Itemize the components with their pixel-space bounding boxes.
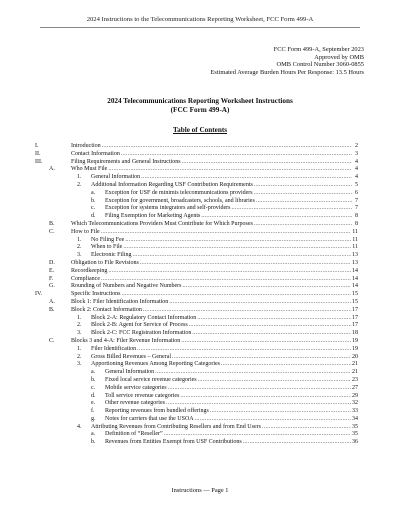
toc-entry-page: 8 bbox=[355, 213, 358, 220]
toc-entry[interactable] bbox=[35, 182, 358, 190]
toc-entry[interactable] bbox=[35, 260, 358, 268]
toc-entry-title: Filing Requirements and General Instructions bbox=[71, 158, 181, 165]
toc-entry[interactable] bbox=[35, 315, 358, 323]
toc-entry-page: 2 bbox=[355, 143, 358, 149]
toc-entry-title: Rounding of Numbers and Negative Numbers bbox=[71, 283, 182, 290]
toc-entry[interactable] bbox=[35, 291, 358, 299]
toc-entry-number: f. bbox=[91, 408, 95, 415]
toc-entry-page: 35 bbox=[352, 431, 358, 438]
toc-entry-number: c. bbox=[91, 384, 96, 391]
toc-dot-leader bbox=[254, 190, 352, 198]
toc-heading: Table of Contents bbox=[172, 126, 228, 134]
toc-dot-leader bbox=[125, 237, 351, 245]
toc-dot-leader bbox=[189, 322, 351, 330]
toc-dot-leader bbox=[182, 283, 351, 291]
toc-entry[interactable] bbox=[35, 252, 358, 260]
toc-entry[interactable] bbox=[35, 408, 358, 416]
toc-entry-title: General Information bbox=[91, 174, 141, 181]
toc-entry-number: C. bbox=[49, 337, 55, 344]
toc-entry[interactable] bbox=[35, 393, 358, 401]
omb-approval: Approved by OMB bbox=[314, 53, 364, 61]
toc-entry-page: 7 bbox=[355, 205, 358, 212]
toc-entry-title: Filing Exemption for Marketing Agents bbox=[105, 213, 201, 220]
toc-dot-leader bbox=[140, 260, 351, 268]
toc-entry-page: 18 bbox=[352, 330, 358, 337]
toc-dot-leader bbox=[123, 244, 351, 252]
toc-entry[interactable] bbox=[35, 268, 358, 276]
page-footer: Instructions — Page 1 bbox=[171, 487, 229, 494]
toc-dot-leader bbox=[122, 291, 352, 299]
toc-entry[interactable] bbox=[35, 143, 358, 151]
toc-entry-page: 21 bbox=[352, 361, 358, 368]
toc-entry-page: 33 bbox=[352, 408, 358, 415]
toc-entry-page: 8 bbox=[355, 220, 358, 227]
toc-entry-number: 2. bbox=[77, 353, 82, 360]
toc-dot-leader bbox=[108, 268, 351, 276]
toc-entry-number: D. bbox=[49, 259, 55, 266]
toc-entry-page: 3 bbox=[355, 150, 358, 157]
toc-entry[interactable] bbox=[35, 338, 358, 346]
toc-entry-title: Filer Identification bbox=[91, 345, 137, 352]
toc-entry[interactable] bbox=[35, 322, 358, 330]
toc-entry-title: Toll service revenue categories bbox=[105, 392, 180, 399]
toc-dot-leader bbox=[169, 299, 351, 307]
toc-entry-number: g. bbox=[91, 415, 96, 422]
toc-entry-page: 6 bbox=[355, 189, 358, 196]
toc-entry-number: C. bbox=[49, 228, 55, 235]
toc-dot-leader bbox=[172, 354, 351, 362]
toc-dot-leader bbox=[102, 143, 352, 151]
omb-control-number: OMB Control Number 3060-0855 bbox=[276, 61, 364, 69]
toc-entry-title: Mobile service categories bbox=[105, 384, 167, 391]
toc-dot-leader bbox=[166, 400, 351, 408]
toc-entry-page: 35 bbox=[352, 423, 358, 430]
toc-entry-page: 36 bbox=[352, 439, 358, 446]
toc-entry-title: Block 2-A: Regulatory Contact Information bbox=[91, 314, 197, 321]
toc-entry-number: 3. bbox=[77, 361, 82, 368]
toc-entry[interactable] bbox=[35, 354, 358, 362]
toc-entry-title: Exception for systems integrators and self-providers bbox=[105, 205, 231, 212]
title-line-2: (FCC Form 499-A) bbox=[170, 105, 230, 114]
toc-entry-title: Block 2-C: FCC Registration Information bbox=[91, 330, 192, 337]
toc-entry[interactable] bbox=[35, 307, 358, 315]
toc-entry-page: 34 bbox=[352, 415, 358, 422]
toc-entry[interactable] bbox=[35, 159, 358, 167]
toc-entry-title: Definition of “Reseller” bbox=[105, 431, 163, 438]
toc-entry[interactable] bbox=[35, 330, 358, 338]
toc-dot-leader bbox=[168, 385, 351, 393]
toc-entry-page: 13 bbox=[352, 259, 358, 266]
toc-entry-number: 2. bbox=[77, 181, 82, 188]
toc-entry-title: Attributing Revenues from Contributing Resellers and from End Users bbox=[91, 423, 261, 430]
toc-entry-page: 27 bbox=[352, 384, 358, 391]
toc-entry-page: 17 bbox=[352, 322, 358, 329]
toc-entry-title: Obligation to File Revisions bbox=[71, 259, 139, 266]
toc-entry-title: Electronic Filing bbox=[91, 252, 132, 259]
toc-entry-number: b. bbox=[91, 439, 96, 446]
toc-entry[interactable] bbox=[35, 213, 358, 221]
toc-entry-page: 11 bbox=[352, 228, 358, 235]
toc-entry-title: Introduction bbox=[71, 143, 101, 149]
toc-entry-number: G. bbox=[49, 283, 55, 290]
toc-entry-page: 17 bbox=[352, 314, 358, 321]
toc-entry-number: 1. bbox=[77, 236, 82, 243]
toc-entry-page: 29 bbox=[352, 392, 358, 399]
toc-entry-page: 32 bbox=[352, 400, 358, 407]
toc-entry-title: Exception for government, broadcasters, schools, and libraries bbox=[105, 197, 255, 204]
toc-entry-page: 21 bbox=[352, 369, 358, 376]
toc-entry-title: Which Telecommunications Providers Must Contribute for Which Purposes bbox=[71, 220, 253, 227]
toc-entry-number: d. bbox=[91, 392, 96, 399]
toc-dot-leader bbox=[256, 198, 352, 206]
toc-dot-leader bbox=[155, 369, 351, 377]
toc-dot-leader bbox=[254, 182, 352, 190]
toc-entry-title: Fixed local service revenue categories bbox=[105, 376, 197, 383]
toc-entry-page: 17 bbox=[352, 306, 358, 313]
toc-entry[interactable] bbox=[35, 205, 358, 213]
toc-entry-page: 15 bbox=[352, 291, 358, 298]
toc-entry-number: B. bbox=[49, 220, 55, 227]
toc-dot-leader bbox=[210, 408, 351, 416]
toc-entry[interactable] bbox=[35, 424, 358, 432]
toc-dot-leader bbox=[201, 213, 352, 221]
toc-entry[interactable] bbox=[35, 244, 358, 252]
toc-entry-number: III. bbox=[35, 158, 43, 165]
table-of-contents bbox=[35, 143, 358, 447]
toc-entry-title: Other revenue categories bbox=[105, 400, 165, 407]
toc-entry-title: Revenues from Entities Exempt from USF Contributions bbox=[105, 439, 242, 446]
toc-entry[interactable] bbox=[35, 361, 358, 369]
toc-entry-title: How to File bbox=[71, 228, 100, 235]
form-metadata bbox=[210, 46, 364, 77]
toc-entry-number: I. bbox=[35, 143, 39, 149]
toc-dot-leader bbox=[231, 205, 352, 213]
toc-entry-number: F. bbox=[49, 275, 54, 282]
toc-entry[interactable] bbox=[35, 283, 358, 291]
toc-entry[interactable] bbox=[35, 237, 358, 245]
toc-entry-title: Contact Information bbox=[71, 150, 120, 157]
toc-entry-title: Block 2: Contact Information bbox=[71, 306, 142, 313]
toc-entry-page: 7 bbox=[355, 197, 358, 204]
toc-entry-number: IV. bbox=[35, 291, 43, 298]
toc-entry-number: d. bbox=[91, 213, 96, 220]
toc-entry-title: Blocks 3 and 4-A: Filer Revenue Information bbox=[71, 337, 181, 344]
toc-entry-page: 4 bbox=[355, 174, 358, 181]
toc-entry-number: a. bbox=[91, 431, 96, 438]
toc-entry[interactable] bbox=[35, 346, 358, 354]
toc-entry[interactable] bbox=[35, 385, 358, 393]
toc-entry[interactable] bbox=[35, 229, 358, 237]
toc-entry[interactable] bbox=[35, 174, 358, 182]
toc-dot-leader bbox=[133, 252, 352, 260]
toc-entry-page: 4 bbox=[355, 158, 358, 165]
toc-entry-title: Exception for USF de minimis telecommunications providers bbox=[105, 189, 253, 196]
toc-dot-leader bbox=[181, 338, 351, 346]
toc-entry[interactable] bbox=[35, 221, 358, 229]
toc-dot-leader bbox=[182, 159, 352, 167]
toc-entry-number: 4. bbox=[77, 423, 82, 430]
toc-entry-page: 14 bbox=[352, 283, 358, 290]
toc-dot-leader bbox=[108, 166, 352, 174]
burden-hours: Estimated Average Burden Hours Per Response: 13.5 Hours bbox=[210, 69, 364, 77]
toc-entry-number: e. bbox=[91, 400, 96, 407]
toc-entry-title: Block 1: Filer Identification Information bbox=[71, 298, 169, 305]
toc-entry-page: 20 bbox=[352, 353, 358, 360]
toc-entry[interactable] bbox=[35, 151, 358, 159]
toc-dot-leader bbox=[243, 439, 351, 447]
running-header: 2024 Instructions to the Telecommunications Reporting Worksheet, FCC Form 499-A bbox=[86, 16, 314, 23]
toc-entry-page: 5 bbox=[355, 181, 358, 188]
toc-entry-title: Block 2-B: Agent for Service of Process bbox=[91, 322, 188, 329]
toc-entry-number: 3. bbox=[77, 330, 82, 337]
toc-dot-leader bbox=[121, 151, 352, 159]
header-divider bbox=[40, 27, 360, 28]
toc-entry-number: b. bbox=[91, 376, 96, 383]
toc-entry-page: 14 bbox=[352, 275, 358, 282]
toc-entry-number: 3. bbox=[77, 252, 82, 259]
toc-entry-title: No Filing Fee bbox=[91, 236, 125, 243]
toc-dot-leader bbox=[141, 174, 352, 182]
toc-entry-number: 2. bbox=[77, 244, 82, 251]
toc-entry[interactable] bbox=[35, 190, 358, 198]
toc-entry-number: II. bbox=[35, 150, 41, 157]
toc-entry-page: 11 bbox=[352, 244, 358, 251]
toc-entry-number: b. bbox=[91, 197, 96, 204]
toc-entry[interactable] bbox=[35, 369, 358, 377]
toc-entry-title: Specific Instructions bbox=[71, 291, 121, 298]
toc-entry-page: 23 bbox=[352, 376, 358, 383]
toc-entry-number: a. bbox=[91, 369, 96, 376]
toc-dot-leader bbox=[101, 229, 352, 237]
toc-entry-title: Apportioning Revenues Among Reporting Categories bbox=[91, 361, 220, 368]
toc-entry-title: Who Must File bbox=[71, 166, 108, 173]
form-version: FCC Form 499-A, September 2023 bbox=[273, 46, 364, 53]
toc-dot-leader bbox=[143, 307, 351, 315]
toc-dot-leader bbox=[137, 346, 351, 354]
toc-entry[interactable] bbox=[35, 416, 358, 424]
toc-entry-page: 13 bbox=[352, 252, 358, 259]
toc-dot-leader bbox=[180, 393, 351, 401]
toc-entry-page: 15 bbox=[352, 298, 358, 305]
toc-entry-number: a. bbox=[91, 189, 96, 196]
toc-entry-page: 4 bbox=[355, 166, 358, 173]
toc-entry-title: Reporting revenues from bundled offerings bbox=[105, 408, 209, 415]
toc-entry[interactable] bbox=[35, 439, 358, 447]
toc-entry-page: 14 bbox=[352, 267, 358, 274]
title-line-1: 2024 Telecommunications Reporting Worksheet Instructions bbox=[107, 97, 293, 105]
toc-dot-leader bbox=[192, 330, 351, 338]
toc-entry-number: 1. bbox=[77, 174, 82, 181]
toc-entry-number: A. bbox=[49, 166, 55, 173]
toc-entry-number: 1. bbox=[77, 314, 82, 321]
toc-entry-number: 2. bbox=[77, 322, 82, 329]
toc-entry[interactable] bbox=[35, 166, 358, 174]
toc-entry[interactable] bbox=[35, 299, 358, 307]
toc-entry-title: Notes for carriers that use the USOA bbox=[105, 415, 194, 422]
toc-entry-number: B. bbox=[49, 306, 55, 313]
toc-entry-title: Compliance bbox=[71, 275, 100, 282]
toc-dot-leader bbox=[262, 424, 351, 432]
toc-entry-page: 19 bbox=[352, 345, 358, 352]
toc-entry-number: A. bbox=[49, 298, 55, 305]
document-title bbox=[0, 97, 400, 114]
toc-dot-leader bbox=[197, 315, 351, 323]
toc-entry-page: 11 bbox=[352, 236, 358, 243]
toc-entry[interactable] bbox=[35, 400, 358, 408]
toc-dot-leader bbox=[254, 221, 352, 229]
toc-entry-title: General Information bbox=[105, 369, 155, 376]
toc-entry-title: Recordkeeping bbox=[71, 267, 108, 274]
toc-dot-leader bbox=[198, 377, 351, 385]
toc-entry-number: c. bbox=[91, 205, 96, 212]
toc-entry-title: Additional Information Regarding USF Contribution Requirements bbox=[91, 181, 253, 188]
toc-dot-leader bbox=[195, 416, 351, 424]
toc-entry-title: Gross Billed Revenues – General bbox=[91, 353, 171, 360]
toc-entry-number: E. bbox=[49, 267, 55, 274]
toc-entry-title: When to File bbox=[91, 244, 123, 251]
toc-entry-number: 1. bbox=[77, 345, 82, 352]
toc-dot-leader bbox=[221, 361, 351, 369]
toc-entry[interactable] bbox=[35, 377, 358, 385]
toc-entry-page: 19 bbox=[352, 337, 358, 344]
